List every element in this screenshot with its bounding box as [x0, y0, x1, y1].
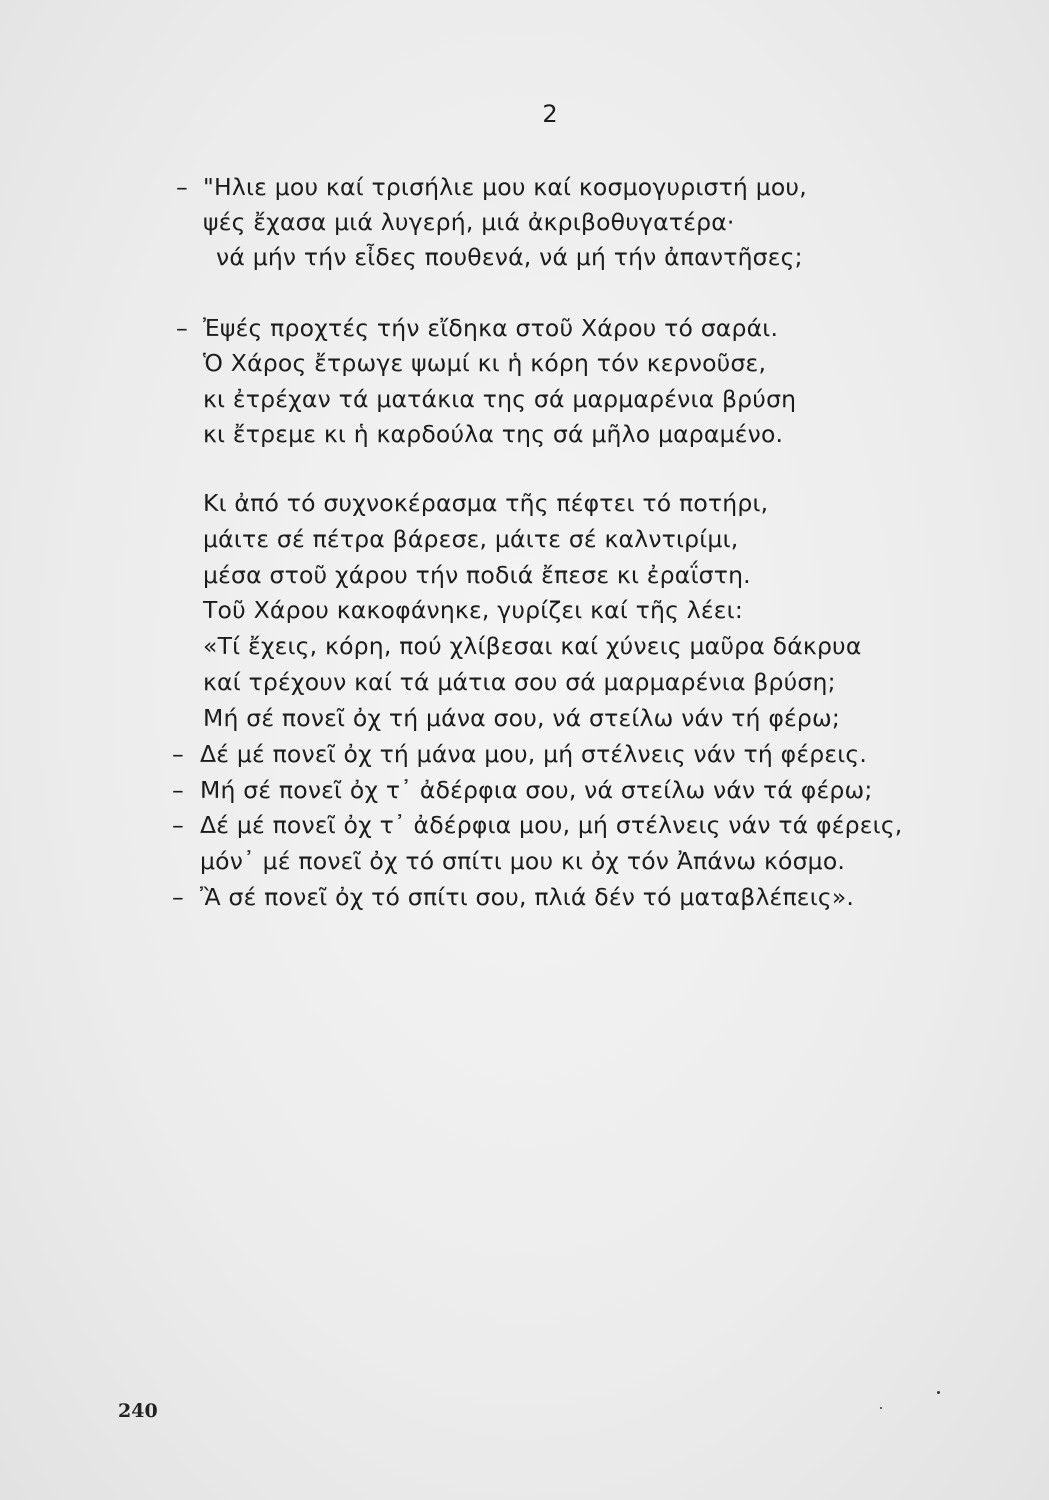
- poem-line-17: Δέ μέ πονεῖ ὀχ τ᾿ ἀδέρφια μου, μή στέλνεις νάν τά φέρεις,: [200, 811, 903, 839]
- poem-line-2: ψές ἔχασα μιά λυγερή, μιά ἀκριβοθυγατέρα·: [203, 208, 735, 236]
- dialogue-dash: –: [172, 776, 184, 804]
- poem-line-14: Μή σέ πονεῖ ὀχ τή μάνα σου, νά στείλω νάν τή φέρω;: [203, 704, 841, 732]
- poem-line-18: μόν᾿ μέ πονεῖ ὀχ τό σπίτι μου κι ὀχ τόν Ἀπάνω κόσμο.: [200, 847, 846, 875]
- dialogue-dash: –: [172, 740, 184, 768]
- poem-line-12: «Τί ἔχεις, κόρη, πού χλίβεσαι καί χύνεις μαῦρα δάκρυα: [203, 632, 862, 660]
- poem-line-9: μάιτε σέ πέτρα βάρεσε, μάιτε σέ καλντιρίμι,: [203, 525, 739, 553]
- print-speck: [937, 1391, 940, 1394]
- dialogue-dash: –: [172, 811, 184, 839]
- print-speck: [880, 1407, 882, 1409]
- poem-line-10: μέσα στοῦ χάρου τήν ποδιά ἔπεσε κι ἐραΐστη.: [203, 561, 751, 589]
- dialogue-dash: –: [172, 883, 184, 911]
- poem-line-8: Κι ἀπό τό συχνοκέρασμα τῆς πέφτει τό ποτήρι,: [203, 489, 769, 517]
- poem-number: 2: [542, 100, 558, 128]
- poem-line-13: καί τρέχουν καί τά μάτια σου σά μαρμαρένια βρύση;: [203, 668, 836, 696]
- dialogue-dash: –: [176, 173, 188, 201]
- poem-line-19: Ἂ σέ πονεῖ ὀχ τό σπίτι σου, πλιά δέν τό ματαβλέπεις».: [200, 883, 855, 911]
- poem-line-15: Δέ μέ πονεῖ ὀχ τή μάνα μου, μή στέλνεις νάν τή φέρεις.: [200, 740, 868, 768]
- poem-line-7: κι ἔτρεμε κι ἡ καρδούλα της σά μῆλο μαραμένο.: [203, 420, 784, 448]
- poem-line-11: Τοῦ Χάρου κακοφάνηκε, γυρίζει καί τῆς λέει:: [203, 596, 743, 624]
- dialogue-dash: –: [176, 314, 188, 342]
- page-number: 240: [118, 1400, 158, 1422]
- poem-line-4: Ἐψές προχτές τήν εἴδηκα στοῦ Χάρου τό σαράι.: [203, 314, 779, 342]
- poem-line-6: κι ἐτρέχαν τά ματάκια της σά μαρμαρένια βρύση: [203, 385, 797, 413]
- poem-line-5: Ὁ Χάρος ἔτρωγε ψωμί κι ἡ κόρη τόν κερνοῦσε,: [203, 349, 767, 377]
- poem-line-1: "Ηλιε μου καί τρισήλιε μου καί κοσμογυριστή μου,: [203, 173, 807, 201]
- poem-line-16: Μή σέ πονεῖ ὀχ τ᾿ ἀδέρφια σου, νά στείλω νάν τά φέρω;: [200, 776, 873, 804]
- poem-line-3: νά μήν τήν εἶδες πουθενά, νά μή τήν ἀπαντῆσες;: [216, 243, 803, 271]
